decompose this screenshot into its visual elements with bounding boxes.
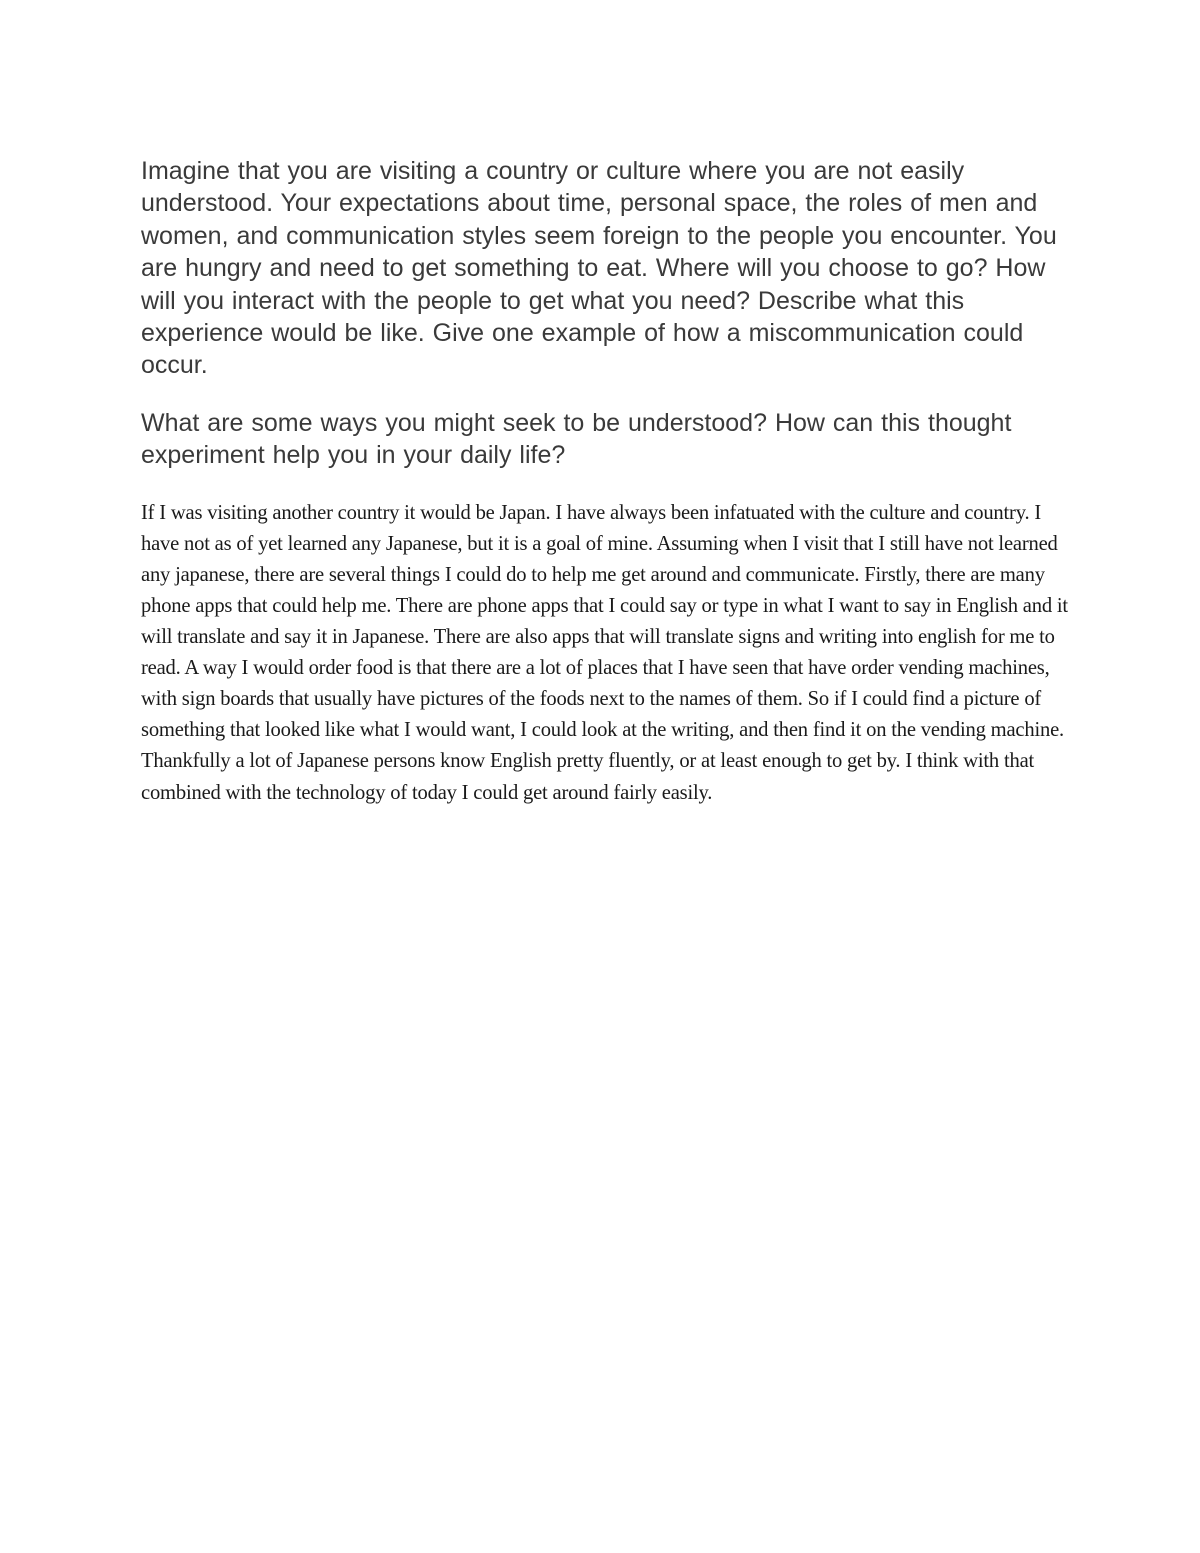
prompt-question-paragraph: What are some ways you might seek to be understood? How can this thought experiment help you in your daily life? [141,408,1012,470]
prompt-paragraph: Imagine that you are visiting a country or culture where you are not easily understood. Your expectations about time, personal space, the roles of men and women, and communication styles seem foreign to the people you encounter. You are hungry and need to get something to eat. Where will you choose to go? How will you interact with the people to get what you need? Describe what this experience would be like. Give one example of how a miscommunication could occur. [141,157,1057,380]
response-paragraph: If I was visiting another country it would be Japan. I have always been infatuated with the culture and country. I have not as of yet learned any Japanese, but it is a goal of mine. Assuming when I visit that I still have not learned any japanese, there are several things I could do to help me get around and communicate. Firstly, there are many phone apps that could help me. There are phone apps that I could say or type in what I want to say in English and it will translate and say it in Japanese. There are also apps that will translate signs and writing into english for me to read. A way I would order food is that there are a lot of places that I have seen that have order vending machines, with sign boards that usually have pictures of the foods next to the names of them. So if I could find a picture of something that looked like what I would want, I could look at the writing, and then find it on the vending machine. Thankfully a lot of Japanese persons know English pretty fluently, or at least enough to get by. I think with that combined with the technology of today I could get around fairly easily. [141,501,1068,804]
document-body [141,155,1071,809]
